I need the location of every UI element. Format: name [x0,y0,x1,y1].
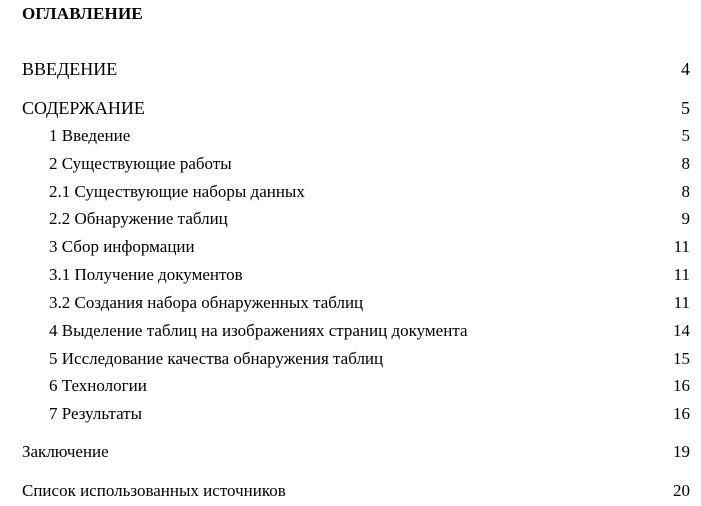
toc-entry-2-2 [0,206,701,232]
toc-entry-page: 4 [681,59,690,79]
toc-entry-5 [0,346,701,372]
toc-entry-label: 6 Технологии [49,376,147,395]
toc-entry-3-2 [0,290,701,316]
toc-entry-label: ВВЕДЕНИЕ [22,59,118,79]
toc-entry-label: Список использованных источников [22,481,286,500]
toc-entry-introduction [0,56,701,82]
toc-entry-page: 8 [681,154,690,173]
toc-entry-page: 16 [673,376,690,395]
toc-entry-label: 3 Сбор информации [49,237,195,256]
toc-entry-label: 4 Выделение таблиц на изображениях страниц документа [49,321,468,340]
toc-entry-page: 14 [673,321,690,340]
toc-entry-6 [0,373,701,399]
toc-entry-page: 5 [681,98,690,118]
toc-entry-page: 11 [673,293,690,312]
toc-entry-label: 5 Исследование качества обнаружения таблиц [49,349,384,368]
toc-entry-page: 11 [673,265,690,284]
toc-entry-label: 3.1 Получение документов [49,265,243,284]
toc-entry-page: 15 [673,349,690,368]
toc-entry-page: 11 [673,237,690,256]
toc-entry-label: 1 Введение [49,126,131,145]
toc-entry-label: 2 Существующие работы [49,154,232,173]
toc-entry-label: СОДЕРЖАНИЕ [22,98,145,118]
toc-entry-references [0,478,701,504]
toc-entry-label: 3.2 Создания набора обнаруженных таблиц [49,293,364,312]
toc-entry-1 [0,123,701,149]
toc-entry-7 [0,401,701,427]
toc-entry-label: 7 Результаты [49,404,143,423]
toc-entry-3-1 [0,262,701,288]
toc-entry-2 [0,151,701,177]
toc-entry-4 [0,318,701,344]
toc-entry-page: 5 [681,126,690,145]
toc-entry-page: 16 [673,404,690,423]
toc-entry-label: 2.1 Существующие наборы данных [49,182,305,201]
toc-entry-page: 9 [681,209,690,228]
toc-entry-2-1 [0,179,701,205]
toc-entry-label: 2.2 Обнаружение таблиц [49,209,228,228]
toc-entry-3 [0,234,701,260]
toc-entry-page: 19 [673,442,690,461]
toc-entry-page: 20 [673,481,690,500]
toc-entry-contents [0,95,701,121]
toc-entry-conclusion [0,439,701,465]
toc-entry-label: Заключение [22,442,109,461]
toc-entry-page: 8 [681,182,690,201]
toc-title: ОГЛАВЛЕНИЕ [22,4,143,23]
